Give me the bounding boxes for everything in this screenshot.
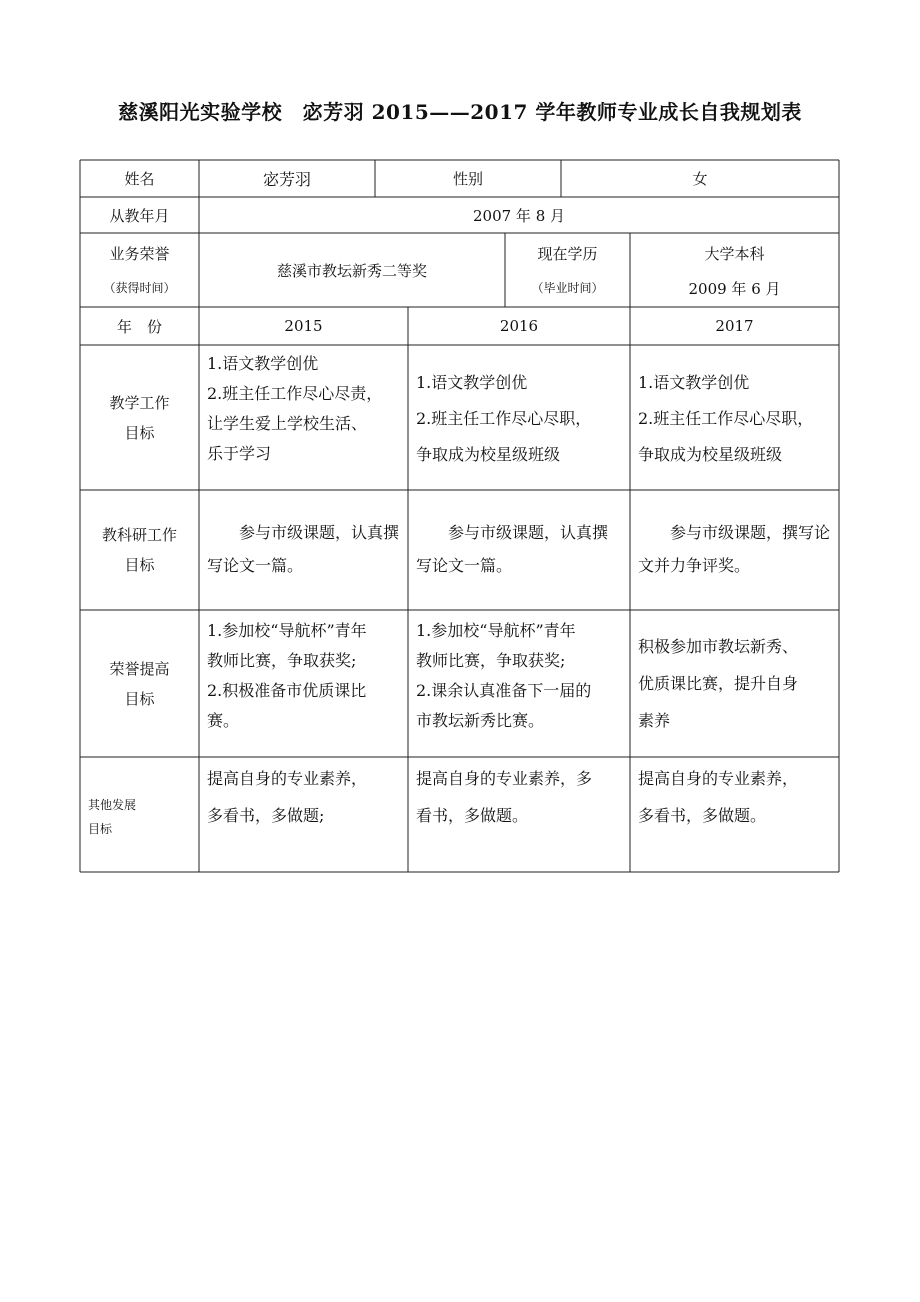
education-value-cell bbox=[630, 233, 839, 307]
row-label-line2: 目标 bbox=[124, 689, 155, 708]
honor-goal-2016 bbox=[408, 610, 630, 757]
year-2016: 2016 bbox=[499, 317, 539, 335]
text-line: 看书，多做题。 bbox=[416, 806, 529, 825]
honor-goal-2015 bbox=[199, 610, 408, 757]
row-label-line1: 荣誉提高 bbox=[109, 659, 170, 678]
honor-label: 业务荣誉 bbox=[109, 245, 170, 263]
text-line: 2.课余认真准备下一届的 bbox=[416, 681, 592, 700]
honor-label-cell bbox=[80, 233, 199, 307]
text-line: 积极参加市教坛新秀、 bbox=[638, 637, 799, 656]
row-label-line1: 其他发展 bbox=[88, 798, 137, 812]
teach-start-label: 从教年月 bbox=[109, 206, 170, 225]
text-line: 提高自身的专业素养， bbox=[638, 769, 799, 788]
row-label-line2: 目标 bbox=[124, 423, 155, 442]
text-line: 1.语文教学创优 bbox=[416, 373, 528, 392]
other-goal-2017 bbox=[630, 757, 839, 872]
education-value: 大学本科 bbox=[704, 245, 765, 263]
text-line: 2.班主任工作尽心尽职， bbox=[638, 409, 814, 428]
text-line: 市教坛新秀比赛。 bbox=[416, 711, 545, 730]
text-line: 提高自身的专业素养， bbox=[207, 769, 368, 788]
text-line: 多看书，多做题; bbox=[207, 806, 325, 825]
text-line: 2.班主任工作尽心尽责， bbox=[207, 384, 383, 403]
text-line: 1.参加校“导航杯”青年 bbox=[416, 621, 576, 640]
year-2015: 2015 bbox=[284, 317, 323, 335]
gender-label: 性别 bbox=[452, 170, 483, 188]
honor-time-label: （获得时间） bbox=[103, 281, 176, 295]
graduation-date: 2009 年 6 月 bbox=[688, 280, 781, 298]
year-2017: 2017 bbox=[715, 317, 754, 335]
text-line: 乐于学习 bbox=[207, 444, 272, 463]
research-goal-2016: 参与市级课题，认真撰写论文一篇。 bbox=[416, 523, 609, 575]
text-line: 争取成为校星级班级 bbox=[638, 445, 783, 464]
research-goal-label bbox=[80, 490, 199, 610]
row-label-line2: 目标 bbox=[88, 822, 113, 836]
text-line: 多看书，多做题。 bbox=[638, 806, 767, 825]
teaching-goal-2015 bbox=[199, 345, 408, 490]
other-goal-2015 bbox=[199, 757, 408, 872]
text-line: 1.参加校“导航杯”青年 bbox=[207, 621, 367, 640]
name-value: 宓芳羽 bbox=[262, 170, 311, 189]
year-label: 年 份 bbox=[116, 317, 162, 336]
row-label-line1: 教科研工作 bbox=[101, 526, 177, 544]
text-line: 提高自身的专业素养，多 bbox=[416, 769, 593, 788]
text-line: 1.语文教学创优 bbox=[207, 354, 319, 373]
education-label: 现在学历 bbox=[537, 245, 598, 263]
text-line: 优质课比赛，提升自身 bbox=[638, 674, 799, 693]
row-label-line2: 目标 bbox=[124, 556, 155, 574]
text-line: 教师比赛，争取获奖; bbox=[416, 651, 566, 670]
honor-goal-2017 bbox=[630, 610, 839, 757]
gender-value: 女 bbox=[692, 170, 708, 188]
graduation-time-label: （毕业时间） bbox=[531, 281, 604, 295]
text-line: 2.积极准备市优质课比 bbox=[207, 681, 367, 700]
text-line: 2.班主任工作尽心尽职， bbox=[416, 409, 592, 428]
text-line: 素养 bbox=[638, 711, 671, 730]
text-line: 让学生爱上学校生活、 bbox=[207, 414, 368, 433]
research-goal-2015: 参与市级课题，认真撰写论文一篇。 bbox=[207, 523, 400, 575]
text-line: 赛。 bbox=[207, 711, 240, 730]
teaching-goal-2016 bbox=[408, 345, 630, 490]
other-goal-label bbox=[80, 757, 199, 872]
honor-goal-label bbox=[80, 610, 199, 757]
teach-start-value: 2007 年 8 月 bbox=[472, 206, 566, 225]
honor-value: 慈溪市教坛新秀二等奖 bbox=[276, 261, 427, 280]
row-label-line1: 教学工作 bbox=[109, 393, 170, 412]
name-label: 姓名 bbox=[124, 170, 155, 188]
document-title: 慈溪阳光实验学校 宓芳羽 2015——2017 学年教师专业成长自我规划表 bbox=[118, 100, 802, 124]
text-line: 争取成为校星级班级 bbox=[416, 445, 561, 464]
other-goal-2016 bbox=[408, 757, 630, 872]
teaching-goal-label bbox=[80, 345, 199, 490]
education-label-cell bbox=[505, 233, 630, 307]
text-line: 教师比赛，争取获奖; bbox=[207, 651, 357, 670]
teaching-goal-2017 bbox=[630, 345, 839, 490]
research-goal-2017: 参与市级课题，撰写论文并力争评奖。 bbox=[638, 523, 831, 575]
text-line: 1.语文教学创优 bbox=[638, 373, 750, 392]
